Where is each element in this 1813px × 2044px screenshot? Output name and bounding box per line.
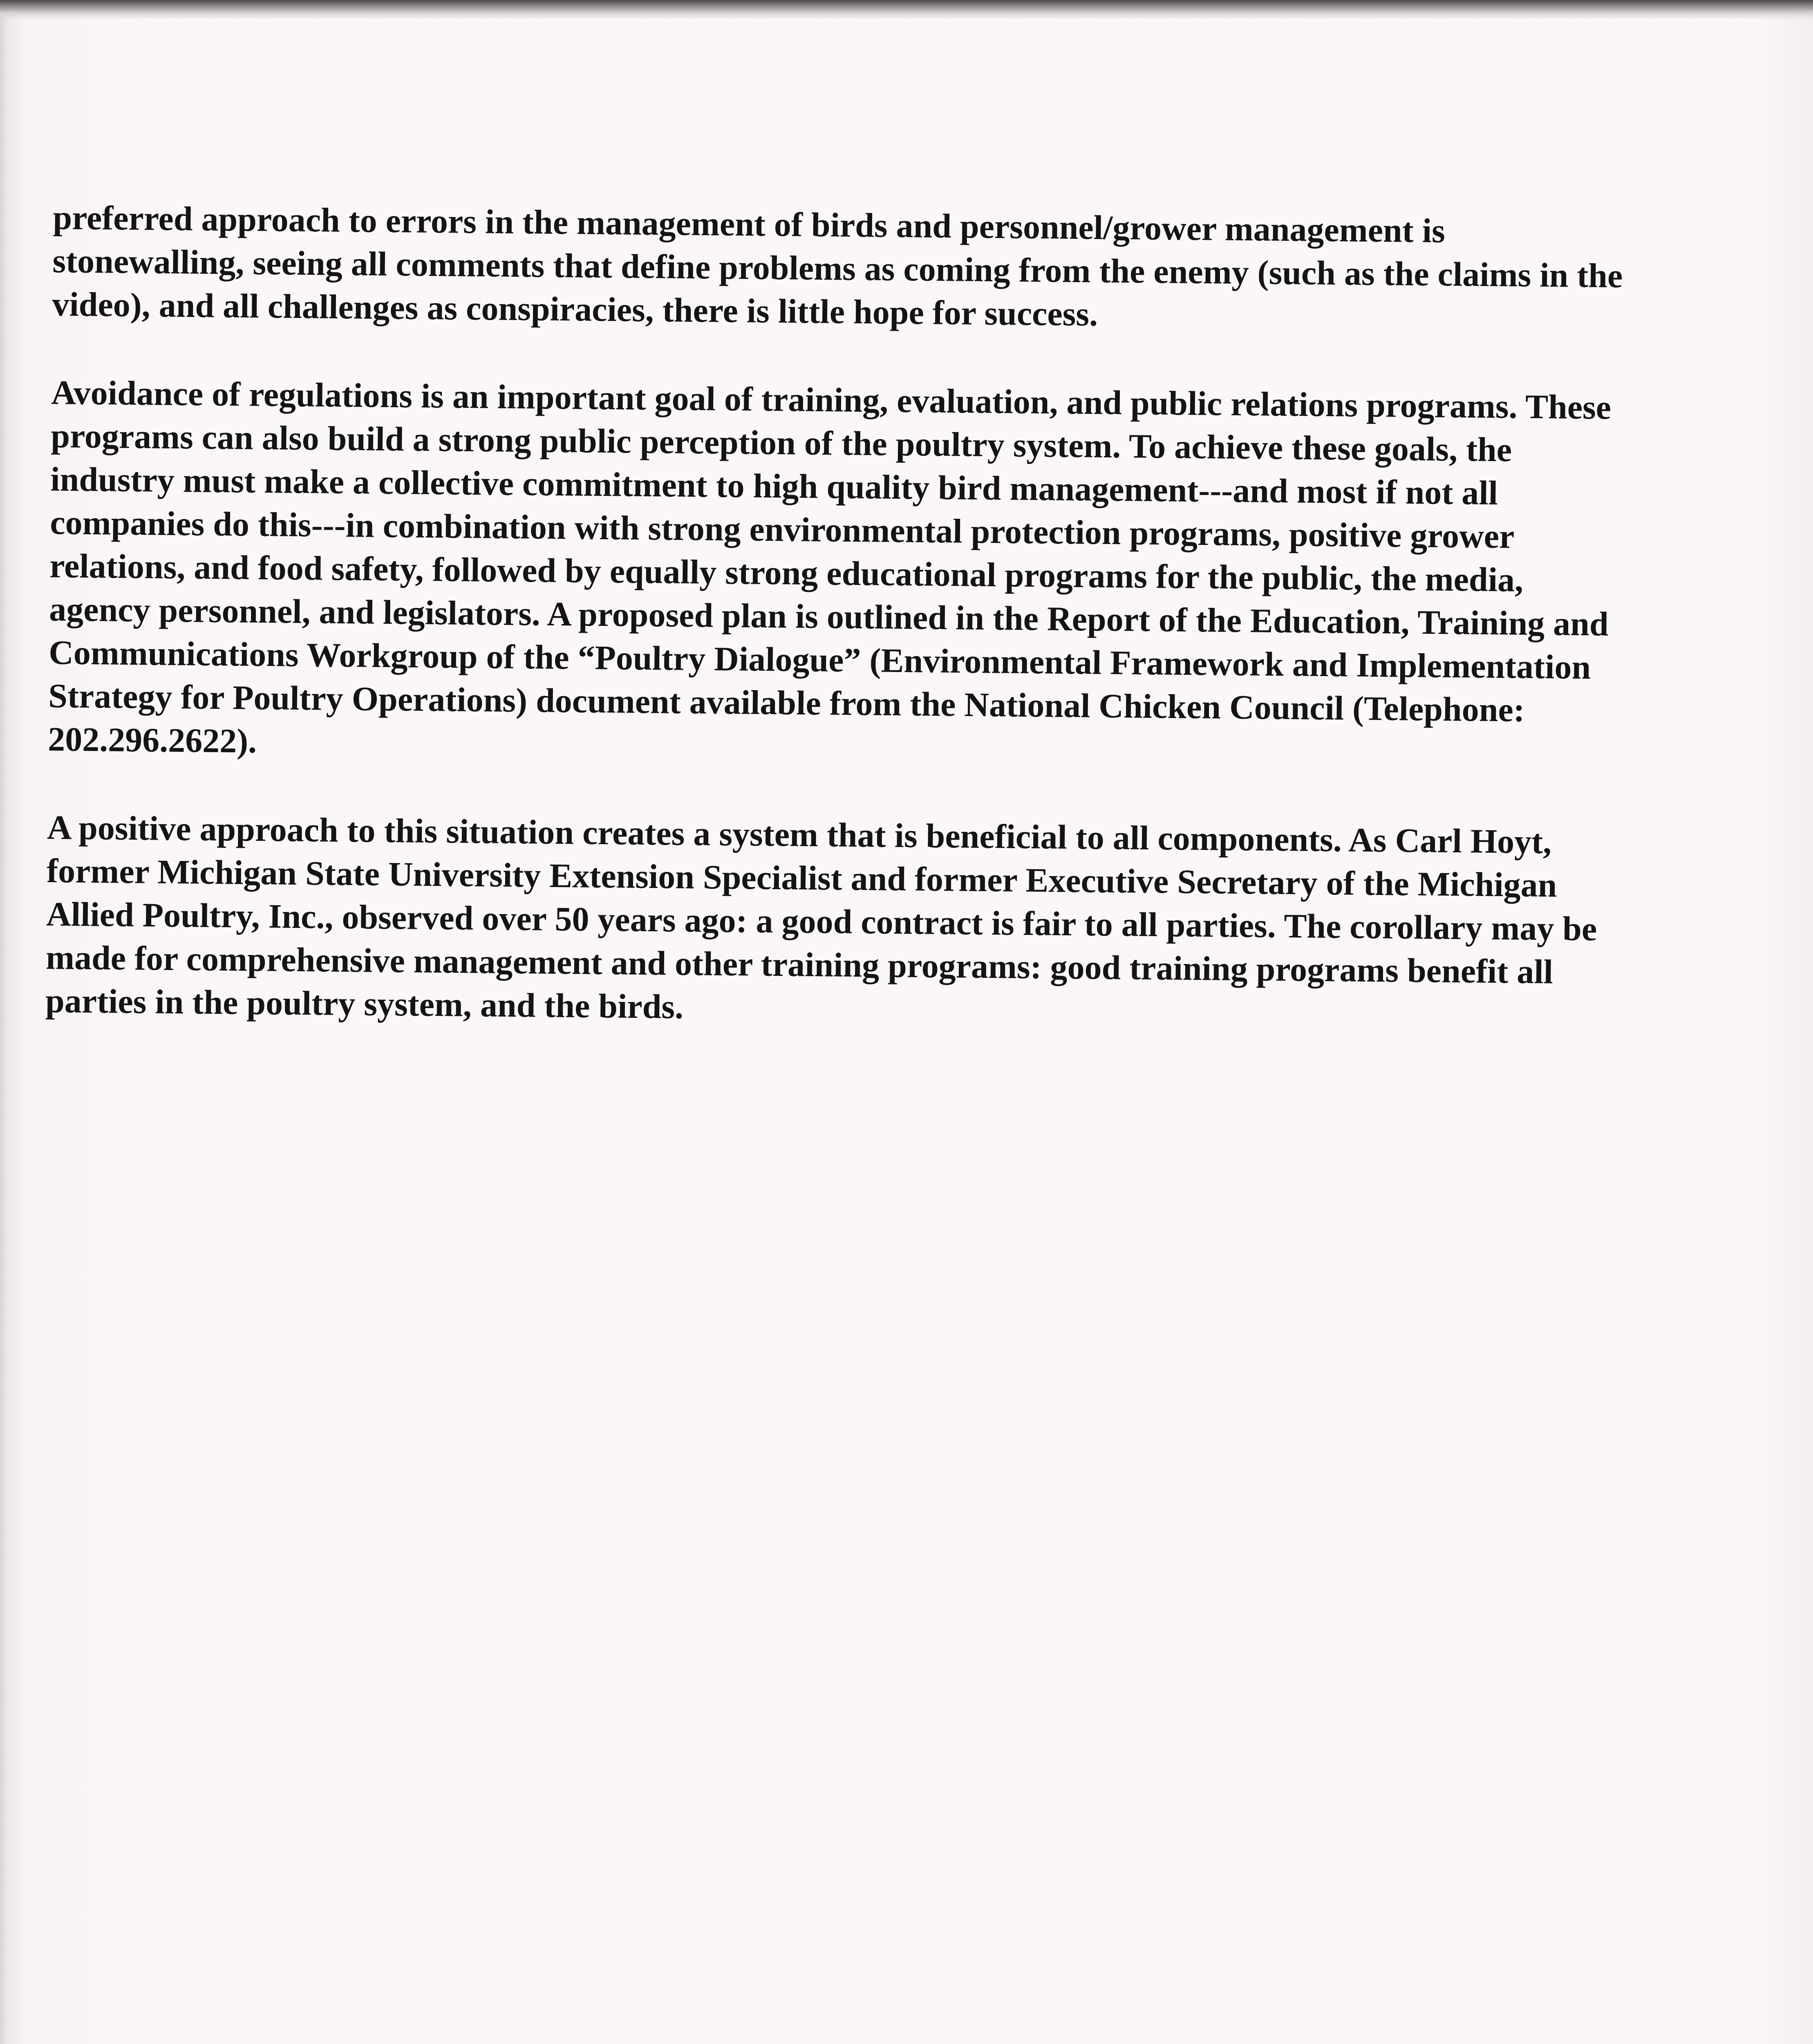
body-text [45,196,1627,1083]
scan-top-edge-shadow [0,0,1813,20]
paragraph-2: Avoidance of regulations is an important goal of training, evaluation, and public relations programs. These programs can also build a strong public perception of the poultry system. To achieve these goals, the industry must make a collective commitment to high quality bird management---and most if not all companies do this---in combination with strong environmental protection programs, positive grower relations, and food safety, followed by equally strong educational programs for the public, the media, agency personnel, and legislators. A proposed plan is outlined in the Report of the Education, Training and Communications Workgroup of the “Poultry Dialogue” (Environmental Framework and Implementation Strategy for Poultry Operations) document available from the National Chicken Council (Telephone: 202.296.2622). [47,373,1612,760]
paragraph-1: preferred approach to errors in the management of birds and personnel/grower management is stonewalling, seeing all comments that define problems as coming from the enemy (such as the claims in the video), and all challenges as conspiracies, there is little hope for success. [52,198,1623,334]
paragraph-3: A positive approach to this situation creates a system that is beneficial to all components. As Carl Hoyt, former Michigan State University Extension Specialist and former Executive Secretary of the Michigan Allied Poultry, Inc., observed over 50 years ago: a good contract is fair to all parties. The corollary may be made for comprehensive management and other training programs: good training programs benefit all parties in the poultry system, and the birds. [45,808,1597,1026]
